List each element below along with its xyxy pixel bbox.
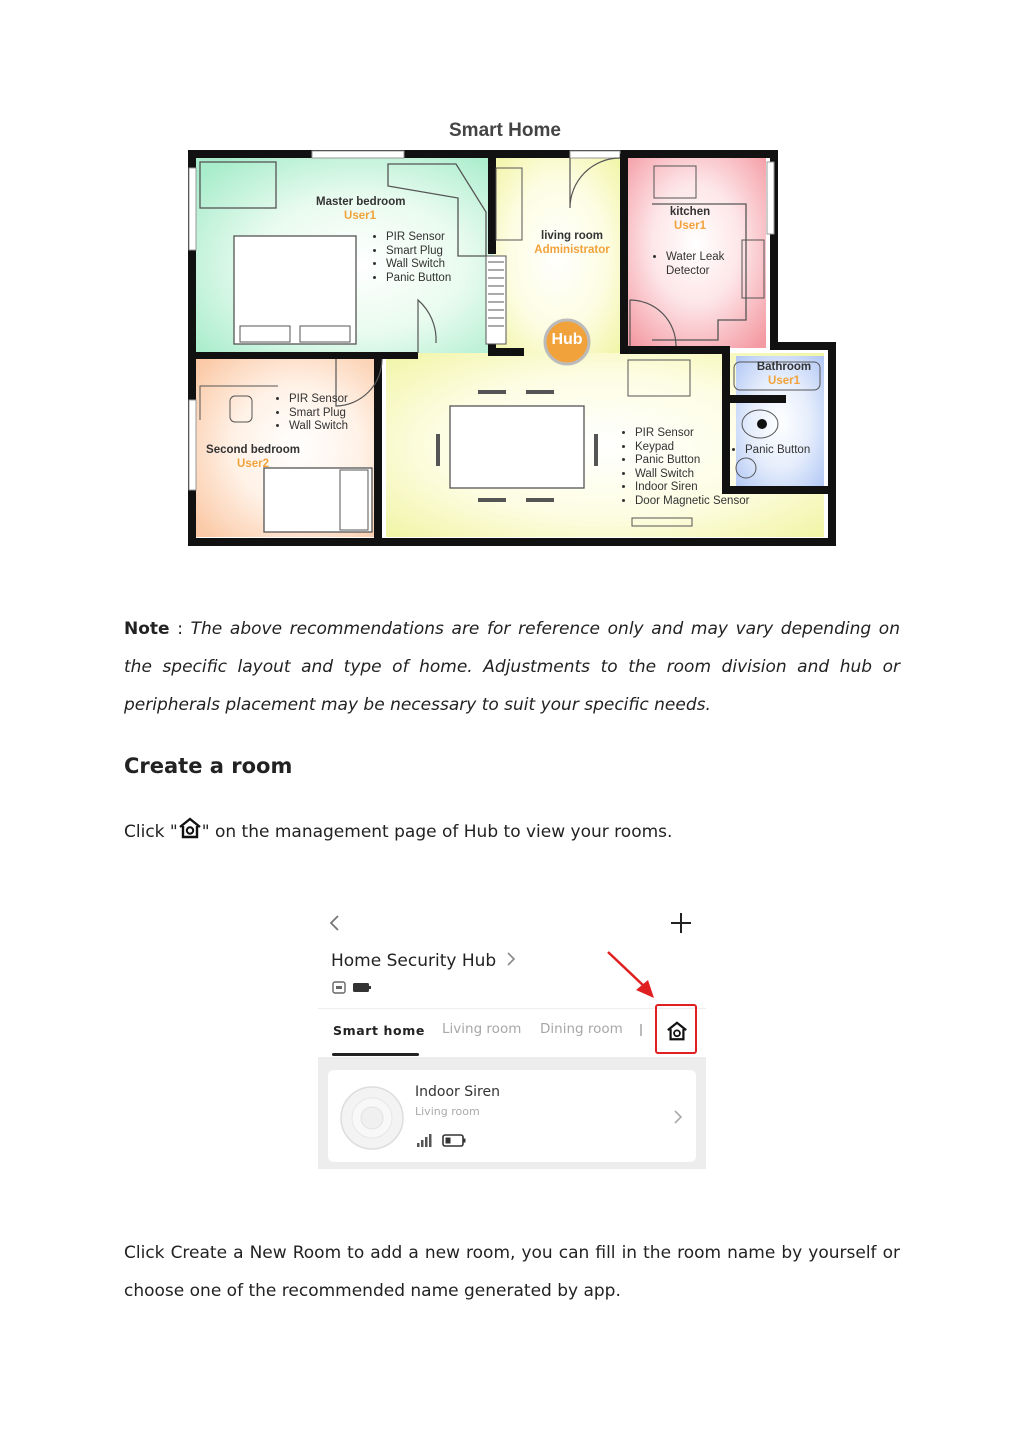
room-user-kitchen: User1	[674, 219, 706, 232]
siren-device-image	[339, 1085, 405, 1151]
room-name-bathroom: Bathroom	[756, 361, 812, 373]
click-suffix: " on the management page of Hub to view your rooms.	[201, 822, 673, 842]
device-list-second	[278, 393, 348, 434]
tab-dining-room[interactable]: Dining room	[540, 1021, 623, 1037]
room-user-master: User1	[344, 209, 376, 222]
add-icon[interactable]	[670, 912, 692, 934]
chevron-right-icon[interactable]	[672, 1108, 684, 1126]
room-name-kitchen: kitchen	[669, 206, 711, 218]
device-list-bathroom	[734, 444, 810, 458]
device-item: • Wall Switch	[386, 258, 451, 272]
device-item: • PIR Sensor	[635, 427, 749, 441]
device-item: • Panic Button	[635, 454, 749, 468]
tabs-divider	[318, 1008, 706, 1009]
active-tab-indicator	[332, 1053, 419, 1056]
signal-battery-icons	[416, 1131, 468, 1149]
back-chevron-icon[interactable]	[328, 914, 342, 932]
hub-status-icons	[332, 980, 376, 996]
hub-label: Hub	[551, 331, 583, 348]
device-list-master	[375, 231, 451, 285]
click-instruction	[124, 816, 672, 842]
device-item: • Keypad	[635, 441, 749, 455]
device-list-living	[624, 427, 749, 508]
note-text: The above recommendations are for reference only and may vary depending on the specific layout and type of home. Adjustments to the room division and hub or peripherals placement may be necessary to suit your specific needs.	[124, 619, 900, 715]
device-card-name: Indoor Siren	[415, 1084, 500, 1100]
note-separator: :	[169, 619, 191, 639]
device-item: • Wall Switch	[635, 468, 749, 482]
tab-overflow	[640, 1024, 642, 1036]
device-item: • Smart Plug	[289, 407, 348, 421]
red-arrow-icon	[606, 950, 658, 1000]
room-name-second: Second bedroom	[206, 444, 300, 456]
room-user-bathroom: User1	[768, 374, 800, 387]
room-name-living: living room	[541, 230, 603, 242]
tab-smart-home[interactable]: Smart home	[333, 1023, 425, 1038]
device-item: • PIR Sensor	[386, 231, 451, 245]
note-label: Note	[124, 619, 170, 639]
chevron-right-icon	[505, 951, 517, 967]
note-paragraph	[124, 610, 900, 724]
device-item: • PIR Sensor	[289, 393, 348, 407]
room-name-master: Master bedroom	[316, 196, 406, 208]
device-item: • Smart Plug	[386, 245, 451, 259]
closing-paragraph: Click Create a New Room to add a new room, you can fill in the room name by yourself or choose one of the recommended name generated by app.	[124, 1243, 900, 1301]
device-item: • Door Magnetic Sensor	[635, 495, 749, 509]
tab-living-room[interactable]: Living room	[442, 1021, 522, 1037]
device-card-room: Living room	[415, 1105, 480, 1118]
device-item: • Water Leak Detector	[666, 251, 740, 278]
room-user-second: User2	[237, 457, 269, 470]
device-item: • Indoor Siren	[635, 481, 749, 495]
device-title[interactable]	[331, 951, 517, 971]
device-item: • Panic Button	[386, 272, 451, 286]
device-title-text: Home Security Hub	[331, 951, 497, 971]
device-list-kitchen	[655, 251, 740, 278]
floorplan-title: Smart Home	[449, 120, 561, 141]
home-settings-icon	[178, 816, 202, 840]
section-heading: Create a room	[124, 754, 293, 778]
room-user-living: Administrator	[534, 243, 610, 256]
device-item: • Wall Switch	[289, 420, 348, 434]
device-item: • Panic Button	[745, 444, 810, 458]
click-prefix: Click "	[124, 822, 178, 842]
rooms-home-icon[interactable]	[666, 1020, 688, 1042]
